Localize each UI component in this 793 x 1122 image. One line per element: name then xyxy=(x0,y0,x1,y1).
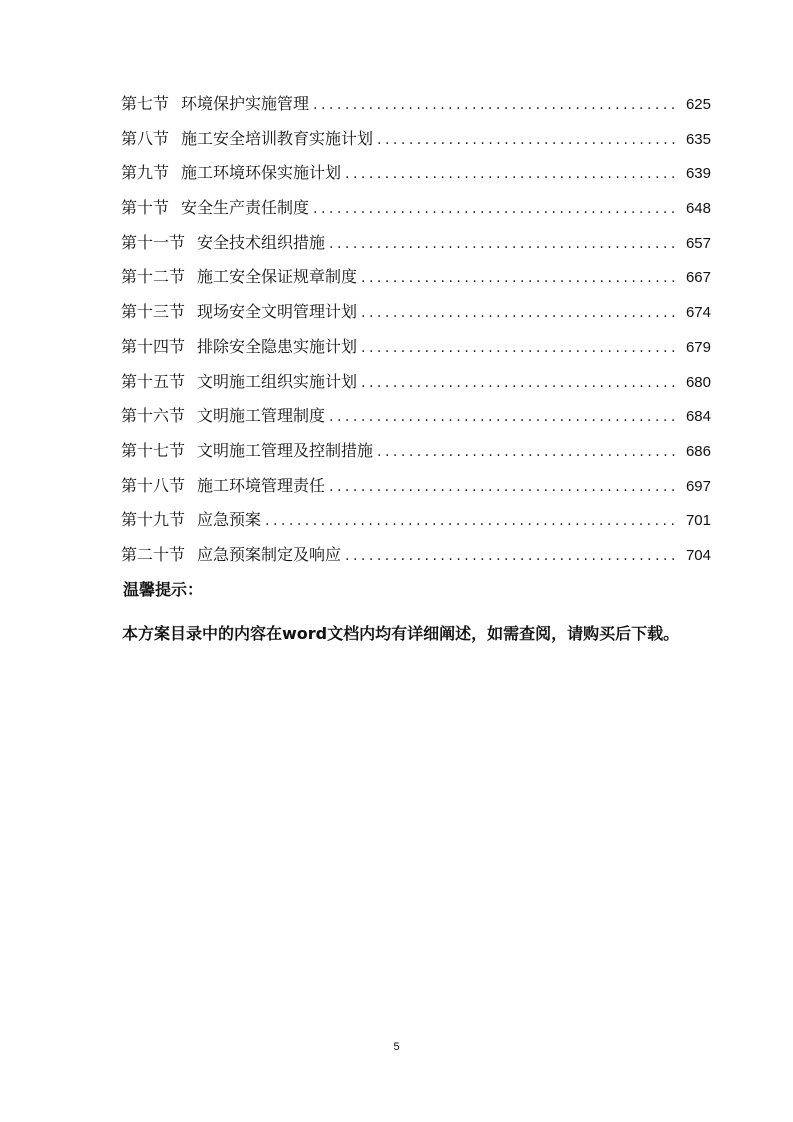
toc-section-title: 排除安全隐患实施计划 xyxy=(197,336,358,356)
toc-entry[interactable] xyxy=(121,126,711,161)
toc-section-title: 安全生产责任制度 xyxy=(181,198,310,218)
toc-dot-leader xyxy=(361,300,680,326)
toc-dot-leader xyxy=(313,196,680,222)
toc-section-title: 环境保护实施管理 xyxy=(181,94,310,113)
toc-page-number: 648 xyxy=(685,200,711,218)
toc-section-title: 现场安全文明管理计划 xyxy=(197,302,358,322)
toc-section-title: 文明施工组织实施计划 xyxy=(197,371,358,391)
toc-section-number: 第十五节 xyxy=(121,371,186,391)
toc-section-number: 第十三节 xyxy=(121,302,186,322)
toc-section-number: 第七节 xyxy=(121,94,170,113)
toc-section-number: 第八节 xyxy=(121,128,170,148)
toc-entry[interactable] xyxy=(121,369,711,404)
toc-page-number: 667 xyxy=(685,269,711,287)
toc-section-title: 安全技术组织措施 xyxy=(197,232,326,252)
footer-page-number: 5 xyxy=(393,1041,400,1053)
toc-section-number: 第十一节 xyxy=(121,232,186,252)
toc-dot-leader xyxy=(377,127,680,153)
toc-page-number: 680 xyxy=(685,373,711,391)
toc-page-number: 701 xyxy=(685,512,711,530)
toc-entry[interactable] xyxy=(121,195,711,230)
toc-dot-leader xyxy=(345,161,680,187)
toc-section-number: 第十节 xyxy=(121,198,170,218)
toc-dot-leader xyxy=(329,474,680,500)
toc-dot-leader xyxy=(329,404,680,430)
toc-page-number: 686 xyxy=(685,442,711,460)
toc-dot-leader xyxy=(265,508,680,534)
toc-page-number: 657 xyxy=(685,234,711,252)
toc-section-number: 第十四节 xyxy=(121,336,186,356)
toc-section-title: 施工安全保证规章制度 xyxy=(197,267,358,287)
toc-dot-leader xyxy=(345,543,680,569)
toc-entry[interactable] xyxy=(121,507,711,542)
notice-title: 温馨提示： xyxy=(123,580,204,599)
toc-entry[interactable] xyxy=(121,334,711,369)
toc-entry[interactable] xyxy=(121,473,711,508)
toc-dot-leader xyxy=(313,92,680,118)
toc-section-number: 第十八节 xyxy=(121,475,186,495)
toc-entry[interactable] xyxy=(121,91,711,126)
toc-section-title: 施工环境环保实施计划 xyxy=(181,163,342,183)
toc-section-number: 第二十节 xyxy=(121,544,186,564)
toc-section-number: 第十七节 xyxy=(121,440,186,460)
toc-section-title: 施工安全培训教育实施计划 xyxy=(181,128,374,148)
toc-section-title: 文明施工管理及控制措施 xyxy=(197,440,374,460)
toc-section-title: 文明施工管理制度 xyxy=(197,406,326,426)
notice-body: 本方案目录中的内容在word文档内均有详细阐述，如需查阅，请购买后下载。 xyxy=(122,624,680,643)
table-of-contents xyxy=(121,91,711,577)
toc-page-number: 635 xyxy=(685,130,711,148)
toc-page-number: 704 xyxy=(685,546,711,564)
toc-section-number: 第十六节 xyxy=(121,406,186,426)
toc-page-number: 639 xyxy=(685,165,711,183)
toc-page-number: 674 xyxy=(685,304,711,322)
toc-section-number: 第九节 xyxy=(121,163,170,183)
toc-entry[interactable] xyxy=(121,542,711,577)
toc-section-number: 第十二节 xyxy=(121,267,186,287)
toc-section-title: 应急预案 xyxy=(197,510,262,530)
toc-entry[interactable] xyxy=(121,299,711,334)
toc-dot-leader xyxy=(361,370,680,396)
toc-dot-leader xyxy=(329,231,680,257)
toc-section-title: 应急预案制定及响应 xyxy=(197,544,342,564)
toc-section-number: 第十九节 xyxy=(121,510,186,530)
toc-dot-leader xyxy=(361,265,680,291)
toc-dot-leader xyxy=(377,439,680,465)
toc-page-number: 684 xyxy=(685,408,711,426)
toc-entry[interactable] xyxy=(121,403,711,438)
toc-dot-leader xyxy=(361,335,680,361)
toc-page-number: 625 xyxy=(685,96,711,113)
toc-entry[interactable] xyxy=(121,438,711,473)
toc-page-number: 679 xyxy=(685,338,711,356)
toc-entry[interactable] xyxy=(121,160,711,195)
toc-entry[interactable] xyxy=(121,264,711,299)
toc-section-title: 施工环境管理责任 xyxy=(197,475,326,495)
toc-entry[interactable] xyxy=(121,230,711,265)
toc-page-number: 697 xyxy=(685,477,711,495)
